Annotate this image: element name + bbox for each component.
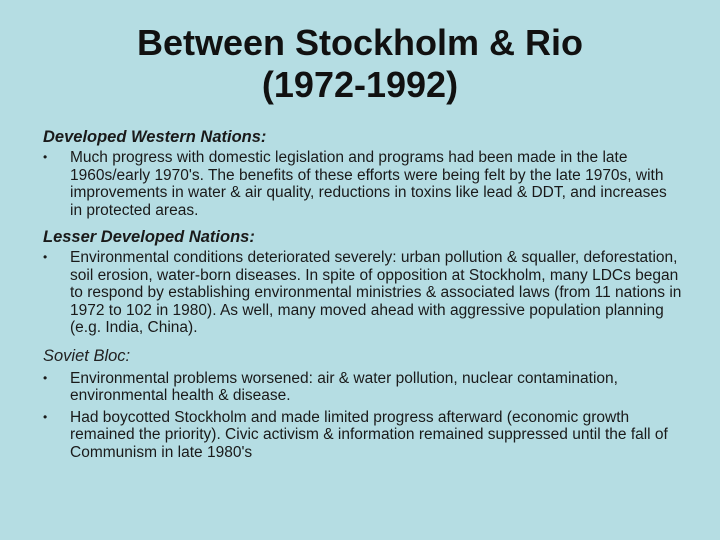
slide-title-line-2: (1972-1992) (261, 64, 459, 105)
slide-title-line-1: Between Stockholm & Rio (136, 22, 584, 63)
section-soviet-bloc (43, 347, 683, 462)
bullet-dot-icon: • (43, 409, 48, 424)
section-heading: Lesser Developed Nations: (43, 228, 255, 246)
bullet-dot-icon: • (43, 250, 48, 264)
slide-content (43, 128, 683, 461)
slide-title (40, 22, 680, 106)
bullet-text: Environmental conditions deteriorated severely: urban pollution & squaller, deforestation, soil erosion, water-born diseases. In spite of opposition at Stockholm, many LDCs began to respond by establishing environmental ministries & associated laws (from 11 nations in 1972 to 102 in 1980). As well, many moved ahead with aggressive population planning (e.g. India, China). (70, 249, 682, 336)
bullet-dot-icon: • (43, 150, 48, 164)
bullet-dot-icon: • (43, 370, 48, 385)
bullet-list (43, 149, 683, 219)
bullet-item (43, 249, 683, 337)
section-lesser-developed-nations (43, 228, 683, 337)
bullet-list (43, 249, 683, 337)
bullet-item (43, 370, 683, 405)
bullet-text: Environmental problems worsened: air & water pollution, nuclear contamination, environmental health & disease. (70, 369, 618, 404)
section-developed-western-nations (43, 128, 683, 219)
section-heading: Soviet Bloc: (43, 346, 131, 365)
bullet-text: Much progress with domestic legislation and programs had been made in the late 1960s/early 1970's. The benefits of these efforts were being felt by the late 1970s, with improvements in water & air quality, reductions in toxins like lead & DDT, and increases in protected areas. (70, 149, 667, 219)
bullet-text: Had boycotted Stockholm and made limited progress afterward (economic growth remained the priority). Civic activism & information remained suppressed until the fall of Communism in late 1980's (70, 408, 668, 461)
bullet-item (43, 149, 683, 219)
section-heading: Developed Western Nations: (43, 128, 267, 146)
bullet-item (43, 409, 683, 462)
bullet-list (43, 370, 683, 462)
